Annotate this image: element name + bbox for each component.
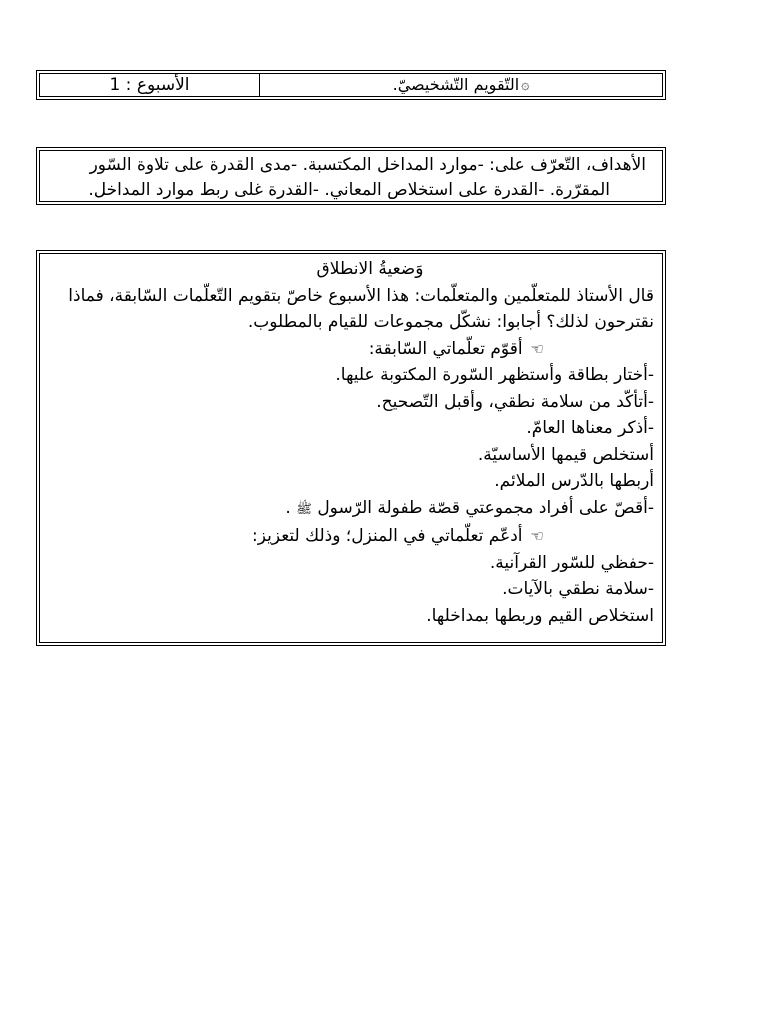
honorific-symbol: ﷺ: [296, 501, 312, 517]
week-cell: [40, 74, 259, 96]
list-item: -أختار بطاقة وأستظهر السّورة المكتوبة عليها.: [335, 365, 654, 385]
objectives-box: [36, 147, 666, 205]
intro-line-2: نقترحون لذلك؟ أجابوا: نشكّل مجموعات للقيام بالمطلوب.: [247, 312, 654, 332]
objectives-line-2: المقرّرة. -القدرة على استخلاص المعاني. -القدرة غلى ربط موارد المداخل.: [88, 180, 610, 200]
list-item: -أذكر معناها العامّ.: [526, 418, 654, 438]
intro-line-1: قال الأستاذ للمتعلّمين والمتعلّمات: هذا الأسبوع خاصّ بتقويم التّعلّمات السّابقة، فماذا: [68, 285, 654, 306]
list-item: أستخلص قيمها الأساسيّة.: [477, 444, 654, 465]
ring-icon: ۞: [521, 77, 530, 93]
list-item-story: -أقصّ على أفراد مجموعتي قصّة طفولة الرّسول ﷺ .: [285, 497, 654, 518]
list-item: -سلامة نطقي بالآيات.: [502, 579, 654, 599]
starting-situation-box: [36, 250, 666, 646]
lesson-title-cell: [259, 74, 662, 96]
list-item: استخلاص القيم وربطها بمداخلها.: [426, 605, 654, 626]
list-item: -حفظي للسّور القرآنية.: [489, 552, 654, 573]
week-label: الأسبوع : 1: [109, 74, 190, 95]
hand-arrow-icon: ☜: [530, 339, 544, 358]
hand-arrow-icon: ☜: [530, 527, 544, 545]
situation-title: وَضعيةُ الانطلاق: [316, 259, 424, 279]
lesson-title: التّقويم التّشخيصيّ.: [392, 75, 520, 94]
heading-reinforce: ☜أدعّم تعلّماتي في المنزل؛ وذلك لتعزيز:: [46, 523, 654, 550]
list-item: -أتأكّد من سلامة نطقي، وأقبل التّصحيح.: [376, 391, 654, 412]
objectives-line-1: الأهداف، التّعرّف على: -موارد المداخل المكتسبة. -مدى القدرة على تلاوة السّور: [89, 155, 646, 175]
heading-evaluate: ☜أقوّم تعلّماتي السّابقة:: [46, 336, 654, 363]
list-item: أربطها بالدّرس الملائم.: [494, 471, 654, 491]
header-table: [36, 70, 666, 100]
